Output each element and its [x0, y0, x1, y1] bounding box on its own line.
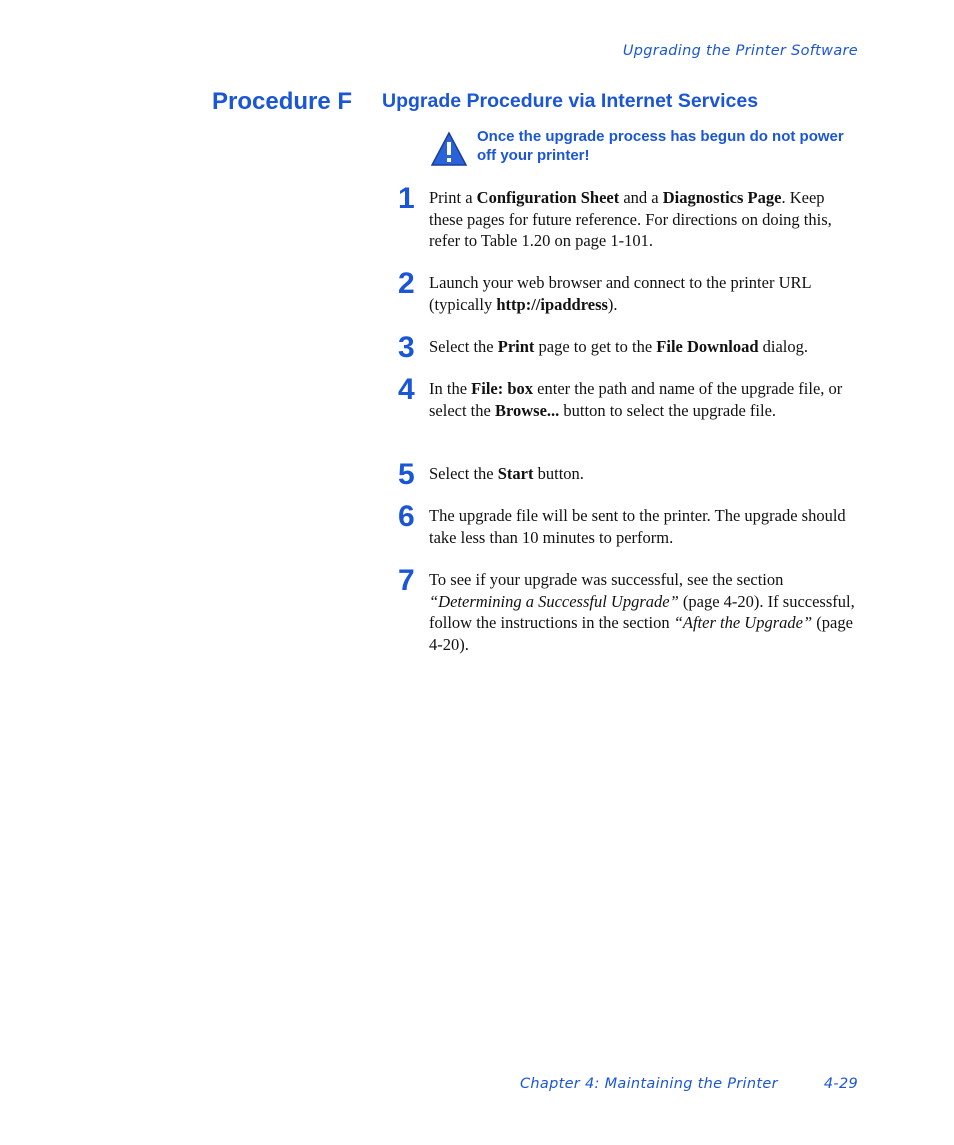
- footer-page-number: 4-29: [823, 1076, 858, 1092]
- step-text: Launch your web browser and connect to the printer URL (typically http://ipaddress).: [429, 273, 811, 314]
- step-number: 6: [398, 500, 415, 533]
- step-text: The upgrade file will be sent to the printer. The upgrade should take less than 10 minutes to perform.: [429, 506, 846, 547]
- step-text: Print a Configuration Sheet and a Diagnostics Page. Keep these pages for future reference. For directions on doing this, refer to Table 1.20 on page 1-101.: [429, 188, 832, 250]
- step-number: 3: [398, 331, 415, 364]
- step-text: Select the Start button.: [429, 464, 584, 483]
- step-number: 4: [398, 373, 415, 406]
- step-text: Select the Print page to get to the File Download dialog.: [429, 337, 809, 356]
- step-number: 7: [398, 564, 415, 597]
- step-text: In the File: box enter the path and name of the upgrade file, or select the Browse... button to select the upgrade file.: [429, 379, 843, 420]
- warning-triangle-icon: [430, 131, 468, 167]
- procedure-label: Procedure F: [212, 88, 353, 115]
- running-header: Upgrading the Printer Software: [622, 43, 858, 59]
- procedure-title: Upgrade Procedure via Internet Services: [382, 90, 759, 112]
- warning-line-1: Once the upgrade process has begun do not power: [477, 128, 844, 145]
- step-number: 1: [398, 182, 415, 215]
- step-number: 2: [398, 267, 415, 300]
- step-text: To see if your upgrade was successful, see the section “Determining a Successful Upgrade” (page 4-20). If successful, follow the instructions in the section “After the Upgrade” (page 4-20).: [429, 570, 855, 654]
- warning-line-2: off your printer!: [477, 147, 590, 164]
- footer-chapter: Chapter 4: Maintaining the Printer: [520, 1076, 778, 1092]
- step-number: 5: [398, 458, 415, 491]
